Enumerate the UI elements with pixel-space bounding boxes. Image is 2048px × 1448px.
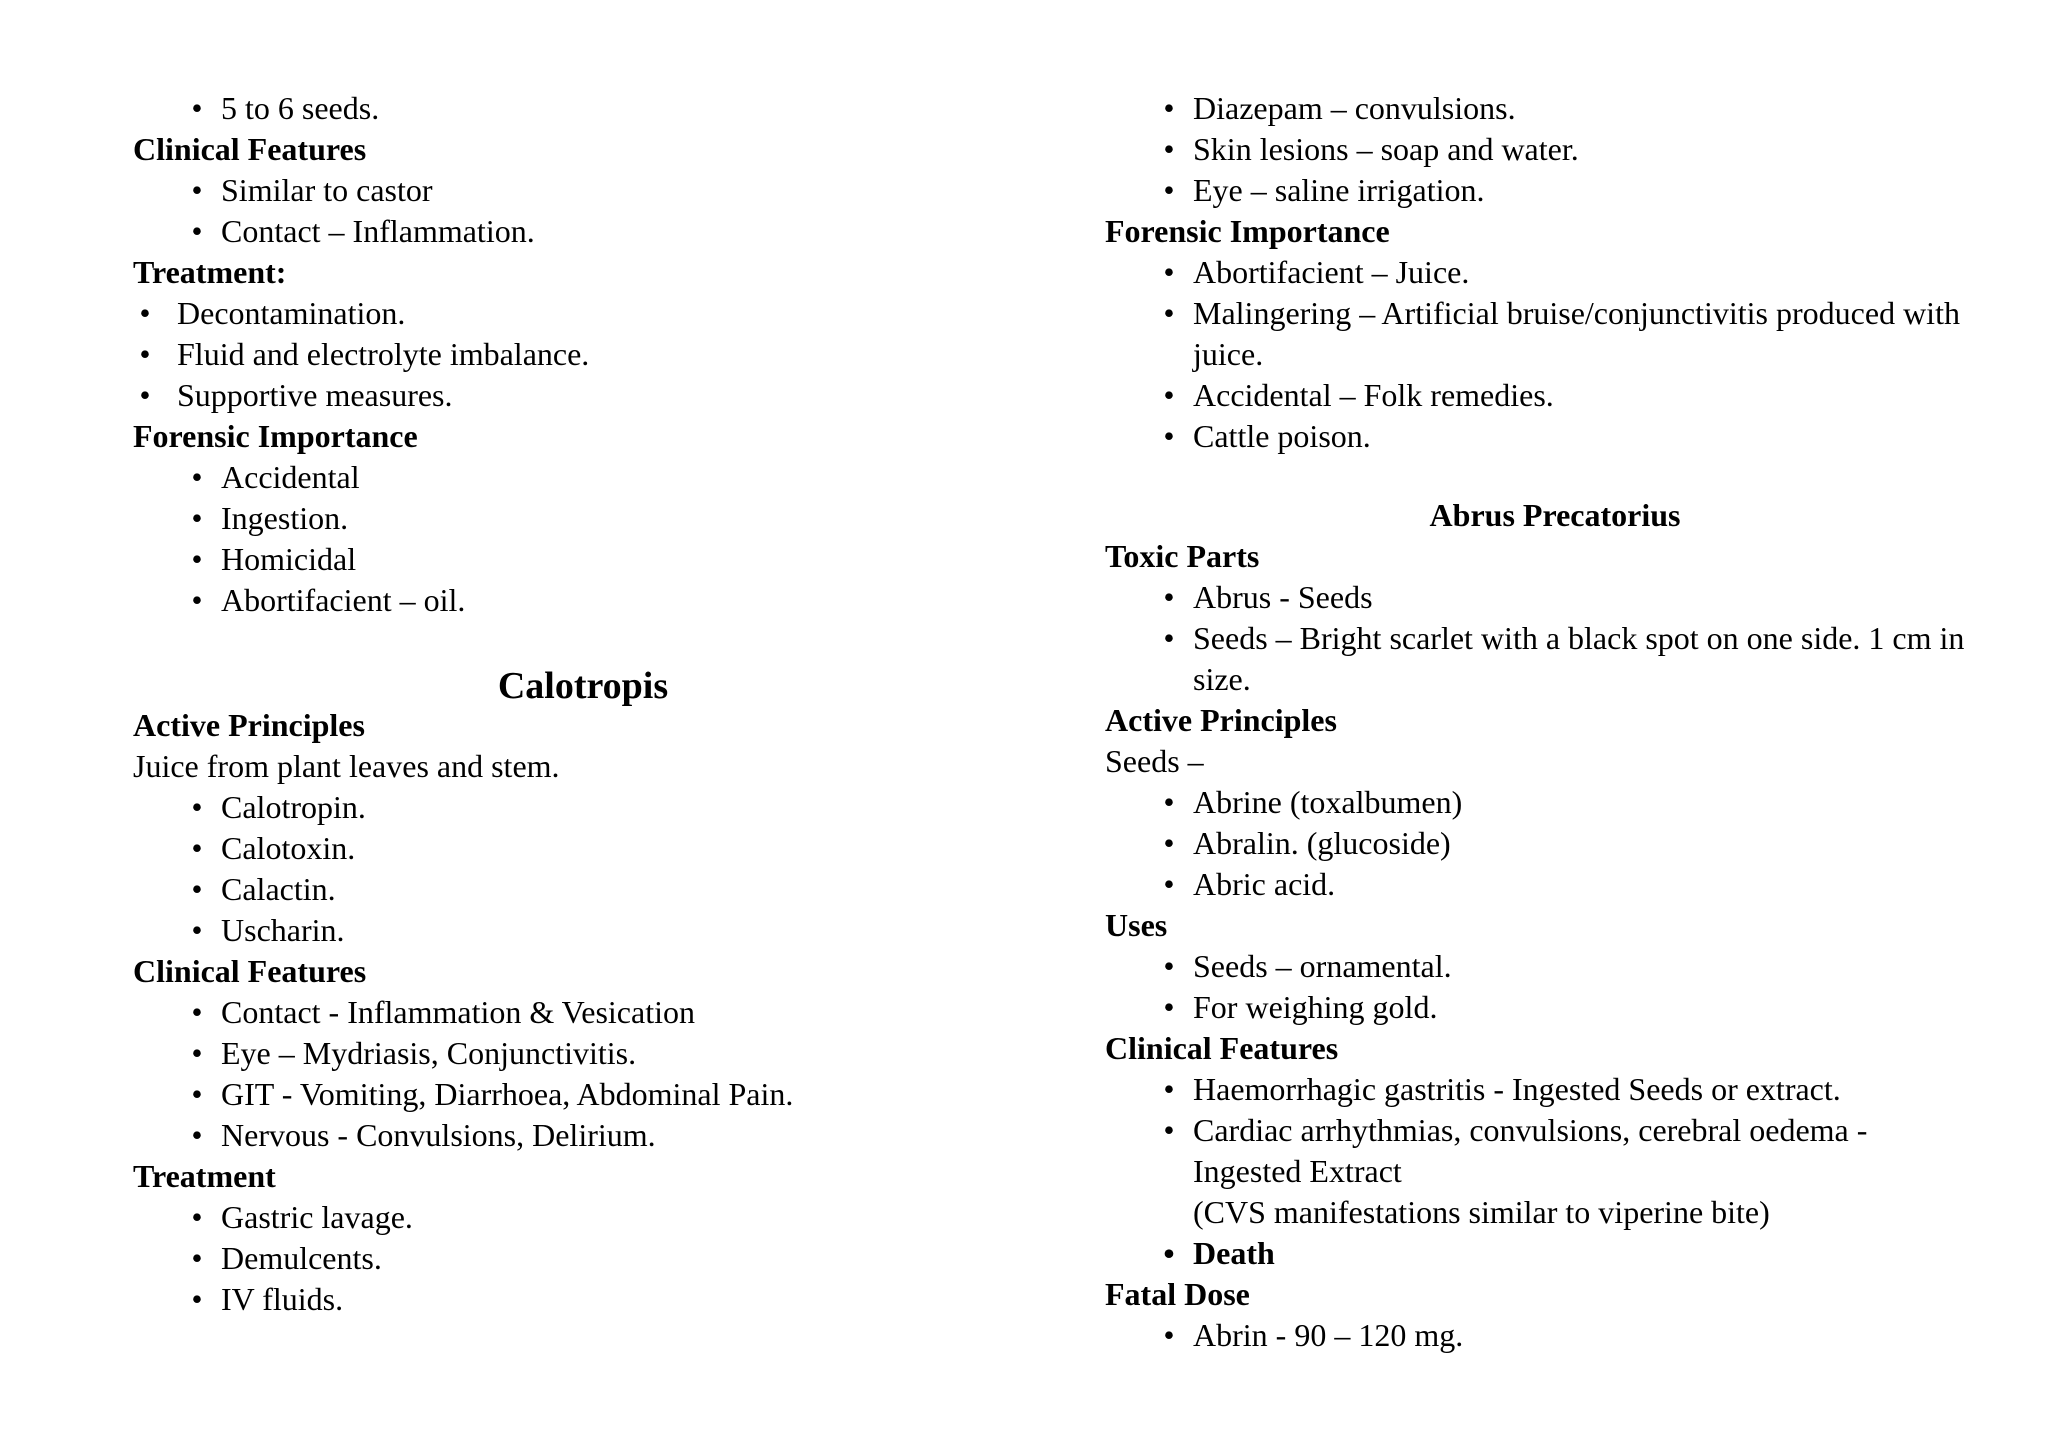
bullet-icon: • xyxy=(1163,172,1175,208)
forensic-importance-list xyxy=(133,457,1033,621)
section-heading-clinical-features: Clinical Features xyxy=(133,953,367,989)
list-item: • Skin lesions – soap and water. xyxy=(1105,129,1965,170)
clinical-features-list xyxy=(1105,1069,1965,1274)
list-item: • Contact - Inflammation & Vesication xyxy=(133,992,1033,1033)
bullet-icon: • xyxy=(1163,1071,1175,1107)
bullet-icon: • xyxy=(1163,1112,1175,1148)
bullet-icon: • xyxy=(191,871,203,907)
bullet-icon: • xyxy=(1163,295,1175,331)
bullet-icon: • xyxy=(191,1240,203,1276)
bullet-icon: • xyxy=(139,377,151,413)
list-item: • Abortifacient – oil. xyxy=(133,580,1033,621)
treatment-continued-list xyxy=(1105,88,1965,211)
section-heading-forensic-importance: Forensic Importance xyxy=(1105,213,1390,249)
list-item: • Abortifacient – Juice. xyxy=(1105,252,1965,293)
list-item: • GIT - Vomiting, Diarrhoea, Abdominal Pain. xyxy=(133,1074,1033,1115)
bullet-icon: • xyxy=(191,994,203,1030)
bullet-icon: • xyxy=(1163,866,1175,902)
section-heading-treatment: Treatment xyxy=(133,1158,276,1194)
section-heading-uses: Uses xyxy=(1105,907,1168,943)
bullet-icon: • xyxy=(191,1117,203,1153)
bullet-icon: • xyxy=(191,1035,203,1071)
active-principles-list xyxy=(1105,782,1965,905)
list-item: • IV fluids. xyxy=(133,1279,1033,1320)
bullet-icon: • xyxy=(191,541,203,577)
clinical-features-list xyxy=(133,170,1033,252)
list-item: • Gastric lavage. xyxy=(133,1197,1033,1238)
bullet-icon: • xyxy=(191,500,203,536)
bullet-icon: • xyxy=(191,789,203,825)
list-item: • Abric acid. xyxy=(1105,864,1965,905)
list-item: • Cattle poison. xyxy=(1105,416,1965,457)
list-item-line: Ingested Extract xyxy=(1193,1153,1402,1189)
top-bullet-list xyxy=(133,88,1033,129)
section-heading-clinical-features: Clinical Features xyxy=(133,131,367,167)
bullet-icon: • xyxy=(191,1281,203,1317)
list-item: • Abralin. (glucoside) xyxy=(1105,823,1965,864)
list-item: • Contact – Inflammation. xyxy=(133,211,1033,252)
toxic-parts-list xyxy=(1105,577,1965,700)
list-item: • Accidental – Folk remedies. xyxy=(1105,375,1965,416)
list-item: • Ingestion. xyxy=(133,498,1033,539)
list-item: • Fluid and electrolyte imbalance. xyxy=(133,334,1033,375)
clinical-features-list xyxy=(133,992,1033,1156)
right-column xyxy=(1105,88,1965,1356)
calotropis-title: Calotropis xyxy=(497,665,669,707)
list-item: • For weighing gold. xyxy=(1105,987,1965,1028)
list-item: • Eye – Mydriasis, Conjunctivitis. xyxy=(133,1033,1033,1074)
bullet-icon: • xyxy=(1163,579,1175,615)
bullet-icon: • xyxy=(1163,377,1175,413)
list-item: • Nervous - Convulsions, Delirium. xyxy=(133,1115,1033,1156)
list-item-line: Cardiac arrhythmias, convulsions, cerebral oedema - xyxy=(1193,1112,1868,1148)
list-item-line: (CVS manifestations similar to viperine bite) xyxy=(1193,1194,1770,1230)
active-principles-list xyxy=(133,787,1033,951)
list-item: • Homicidal xyxy=(133,539,1033,580)
uses-list xyxy=(1105,946,1965,1028)
section-heading-clinical-features: Clinical Features xyxy=(1105,1030,1339,1066)
bullet-icon: • xyxy=(1163,1317,1175,1353)
section-heading-treatment: Treatment: xyxy=(133,254,287,290)
list-item: • Accidental xyxy=(133,457,1033,498)
bullet-icon: • xyxy=(1163,620,1175,656)
bullet-icon: • xyxy=(191,172,203,208)
bullet-icon: • xyxy=(191,1199,203,1235)
bullet-icon: • xyxy=(1163,1235,1175,1271)
bullet-icon: • xyxy=(1163,825,1175,861)
bullet-icon: • xyxy=(191,1076,203,1112)
list-item: • Seeds – Bright scarlet with a black spot on one side. 1 cm in size. xyxy=(1105,618,1965,700)
left-column xyxy=(133,88,1033,1320)
list-item: • Decontamination. xyxy=(133,293,1033,334)
list-item: • Haemorrhagic gastritis - Ingested Seeds or extract. xyxy=(1105,1069,1965,1110)
forensic-importance-list xyxy=(1105,252,1965,457)
section-heading-active-principles: Active Principles xyxy=(133,707,365,743)
list-item: • Demulcents. xyxy=(133,1238,1033,1279)
list-item: • Uscharin. xyxy=(133,910,1033,951)
list-item: • Calactin. xyxy=(133,869,1033,910)
list-item: • Abrus - Seeds xyxy=(1105,577,1965,618)
list-item: • Seeds – ornamental. xyxy=(1105,946,1965,987)
section-heading-fatal-dose: Fatal Dose xyxy=(1105,1276,1250,1312)
list-item xyxy=(1105,1110,1965,1233)
treatment-list xyxy=(133,293,1033,416)
list-item: • Death xyxy=(1105,1233,1965,1274)
bullet-icon: • xyxy=(1163,418,1175,454)
bullet-icon: • xyxy=(1163,254,1175,290)
list-item: • Similar to castor xyxy=(133,170,1033,211)
bullet-icon: • xyxy=(1163,90,1175,126)
list-item: • Supportive measures. xyxy=(133,375,1033,416)
list-item: • 5 to 6 seeds. xyxy=(133,88,1033,129)
list-item: • Eye – saline irrigation. xyxy=(1105,170,1965,211)
bullet-icon: • xyxy=(1163,989,1175,1025)
section-heading-toxic-parts: Toxic Parts xyxy=(1105,538,1260,574)
treatment-list xyxy=(133,1197,1033,1320)
list-item: • Malingering – Artificial bruise/conjunctivitis produced with juice. xyxy=(1105,293,1965,375)
bullet-icon: • xyxy=(191,582,203,618)
bullet-icon: • xyxy=(1163,131,1175,167)
list-item: • Calotropin. xyxy=(133,787,1033,828)
bullet-icon: • xyxy=(139,336,151,372)
section-heading-active-principles: Active Principles xyxy=(1105,702,1337,738)
list-item: • Diazepam – convulsions. xyxy=(1105,88,1965,129)
list-item: • Abrin - 90 – 120 mg. xyxy=(1105,1315,1965,1356)
fatal-dose-list xyxy=(1105,1315,1965,1356)
list-item: • Abrine (toxalbumen) xyxy=(1105,782,1965,823)
abrus-precatorius-title: Abrus Precatorius xyxy=(1429,497,1681,533)
bullet-icon: • xyxy=(191,459,203,495)
bullet-icon: • xyxy=(191,90,203,126)
active-principles-intro: Juice from plant leaves and stem. xyxy=(133,748,560,784)
bullet-icon: • xyxy=(1163,948,1175,984)
bullet-icon: • xyxy=(191,213,203,249)
bullet-icon: • xyxy=(191,912,203,948)
bullet-icon: • xyxy=(191,830,203,866)
bullet-icon: • xyxy=(1163,784,1175,820)
section-heading-forensic-importance: Forensic Importance xyxy=(133,418,418,454)
list-item: • Calotoxin. xyxy=(133,828,1033,869)
active-principles-intro: Seeds – xyxy=(1105,743,1204,779)
bullet-icon: • xyxy=(139,295,151,331)
